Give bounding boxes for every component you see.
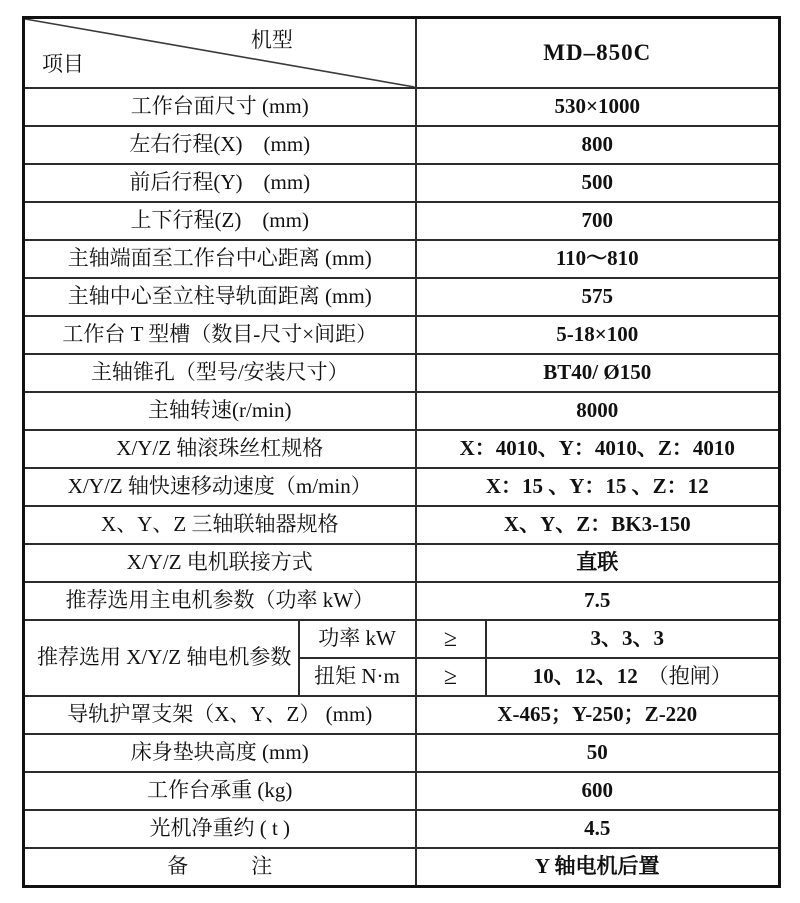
motor-torque-value (486, 658, 780, 696)
table-header-row (24, 18, 780, 89)
spec-value: X：15 、Y：15 、Z：12 (416, 468, 780, 506)
table-row (24, 506, 780, 544)
model-name-cell: MD–850C (416, 18, 780, 89)
motor-group-label: 推荐选用 X/Y/Z 轴电机参数 (24, 620, 299, 696)
spec-label: 上下行程(Z) (mm) (24, 202, 416, 240)
spec-label: 主轴端面至工作台中心距离 (mm) (24, 240, 416, 278)
table-row (24, 544, 780, 582)
motor-power-value-text: 3、3、3 (590, 626, 664, 651)
spec-value: 500 (416, 164, 780, 202)
corner-label-item: 项目 (42, 51, 84, 76)
spec-value: X：4010、Y：4010、Z：4010 (416, 430, 780, 468)
motor-torque-param-label: 扭矩 N·m (299, 658, 416, 696)
spec-value: 700 (416, 202, 780, 240)
corner-label-model: 机型 (250, 28, 293, 52)
spec-value: Y 轴电机后置 (416, 848, 780, 887)
spec-label: 前后行程(Y) (mm) (24, 164, 416, 202)
greater-equal-symbol: ≥ (416, 658, 486, 696)
header-corner-cell (24, 18, 416, 89)
spec-value: 5-18×100 (416, 316, 780, 354)
motor-torque-value-text: 10、12、12 (532, 664, 638, 689)
table-row (24, 582, 780, 620)
spec-label: 工作台面尺寸 (mm) (24, 88, 416, 126)
spec-label: 主轴转速(r/min) (24, 392, 416, 430)
motor-power-param-label: 功率 kW (299, 620, 416, 658)
spec-value: 50 (416, 734, 780, 772)
spec-label: X/Y/Z 轴快速移动速度（m/min） (24, 468, 416, 506)
spec-value: 800 (416, 126, 780, 164)
spec-value: X、Y、Z：BK3-150 (416, 506, 780, 544)
table-row (24, 430, 780, 468)
spec-value: X-465；Y-250；Z-220 (416, 696, 780, 734)
table-row (24, 278, 780, 316)
table-row (24, 202, 780, 240)
spec-value: 575 (416, 278, 780, 316)
greater-equal-symbol: ≥ (416, 620, 486, 658)
spec-value: 4.5 (416, 810, 780, 848)
spec-label: 主轴锥孔（型号/安装尺寸） (24, 354, 416, 392)
table-row-motor-power (24, 620, 780, 658)
table-row (24, 126, 780, 164)
spec-label: 主轴中心至立柱导轨面距离 (mm) (24, 278, 416, 316)
spec-value: 8000 (416, 392, 780, 430)
table-row (24, 392, 780, 430)
table-row (24, 696, 780, 734)
spec-value: 600 (416, 772, 780, 810)
machine-spec-table (22, 16, 781, 888)
spec-label: 推荐选用主电机参数（功率 kW） (24, 582, 416, 620)
spec-label: 床身垫块高度 (mm) (24, 734, 416, 772)
spec-label: 光机净重约 ( t ) (24, 810, 416, 848)
table-row (24, 354, 780, 392)
table-row (24, 240, 780, 278)
table-row (24, 316, 780, 354)
spec-label: X、Y、Z 三轴联轴器规格 (24, 506, 416, 544)
table-row (24, 810, 780, 848)
table-row (24, 468, 780, 506)
spec-value: 110～810 (416, 240, 780, 278)
table-row (24, 772, 780, 810)
spec-label: 工作台承重 (kg) (24, 772, 416, 810)
table-row (24, 734, 780, 772)
spec-value: BT40/ Ø150 (416, 354, 780, 392)
motor-torque-note: （抱闸） (647, 664, 732, 689)
spec-label: 左右行程(X) (mm) (24, 126, 416, 164)
spec-label: 备 注 (24, 848, 416, 887)
table-row (24, 88, 780, 126)
spec-label: 导轨护罩支架（X、Y、Z） (mm) (24, 696, 416, 734)
table-row (24, 164, 780, 202)
spec-value: 7.5 (416, 582, 780, 620)
spec-label: X/Y/Z 轴滚珠丝杠规格 (24, 430, 416, 468)
spec-value: 530×1000 (416, 88, 780, 126)
motor-power-value (486, 620, 780, 658)
table-row (24, 848, 780, 887)
spec-label: 工作台 T 型槽（数目-尺寸×间距） (24, 316, 416, 354)
spec-label: X/Y/Z 电机联接方式 (24, 544, 416, 582)
spec-value: 直联 (416, 544, 780, 582)
